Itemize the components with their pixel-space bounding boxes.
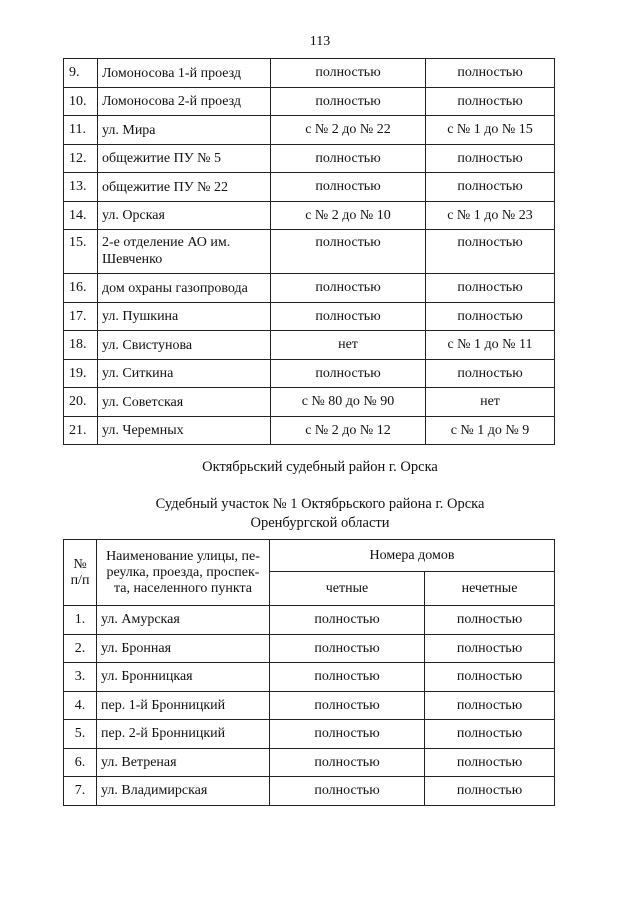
row-number: 17. [64,303,98,331]
odd-houses: полностью [425,692,555,720]
table-row [64,116,555,145]
even-houses: полностью [270,606,425,635]
table-row [64,388,555,417]
even-houses: полностью [271,303,426,331]
table-row [64,606,555,635]
row-number: 20. [64,388,98,417]
section-title-line2: Оренбургской области [250,515,390,531]
even-houses: полностью [271,360,426,388]
even-houses: с № 2 до № 10 [271,202,426,230]
header-odd: нечетные [425,572,555,606]
street-name: ул. Черемных [98,417,271,445]
row-number: 16. [64,274,98,303]
header-even: четные [270,572,425,606]
table-row [64,635,555,663]
row-number: 12. [64,145,98,173]
table-row [64,303,555,331]
odd-houses: с № 1 до № 23 [426,202,555,230]
street-name: общежитие ПУ № 5 [98,145,271,173]
row-number: 7. [64,777,97,806]
table-row [64,230,555,274]
street-name: ул. Бронницкая [97,663,270,692]
street-name: ул. Свистунова [98,331,271,360]
even-houses: нет [271,331,426,360]
header-number-line2: п/п [70,572,90,588]
header-number-line1: № [73,556,87,572]
row-number: 5. [64,720,97,749]
header-number [64,540,97,606]
street-name: ул. Бронная [97,635,270,663]
street-name: дом охраны газопровода [98,274,271,303]
even-houses: с № 2 до № 12 [271,417,426,445]
odd-houses: полностью [425,606,555,635]
odd-houses: полностью [426,173,555,202]
even-houses: полностью [271,230,426,274]
even-houses: с № 80 до № 90 [271,388,426,417]
even-houses: с № 2 до № 22 [271,116,426,145]
even-houses: полностью [270,635,425,663]
odd-houses: полностью [425,663,555,692]
street-name: Ломоносова 2-й проезд [98,88,271,116]
odd-houses: полностью [425,749,555,777]
odd-houses: полностью [425,777,555,806]
street-name: общежитие ПУ № 22 [98,173,271,202]
street-name: ул. Орская [98,202,271,230]
odd-houses: полностью [426,360,555,388]
street-name: ул. Ветреная [97,749,270,777]
street-name: ул. Амурская [97,606,270,635]
street-name: пер. 1-й Бронницкий [97,692,270,720]
even-houses: полностью [270,720,425,749]
table-row [64,360,555,388]
header-street-name-line3: та, населенного пункта [114,580,252,596]
street-name: ул. Пушкина [98,303,271,331]
row-number: 3. [64,663,97,692]
odd-houses: с № 1 до № 15 [426,116,555,145]
row-number: 19. [64,360,98,388]
table-row [64,663,555,692]
street-name: ул. Владимирская [97,777,270,806]
header-street-name-line2: реулка, проезда, проспек- [106,564,260,580]
even-houses: полностью [271,88,426,116]
header-house-numbers: Номера домов [270,540,555,572]
table-row [64,692,555,720]
even-houses: полностью [270,663,425,692]
even-houses: полностью [271,274,426,303]
row-number: 21. [64,417,98,445]
table-header-row [64,540,555,572]
row-number: 4. [64,692,97,720]
odd-houses: полностью [426,303,555,331]
odd-houses: полностью [426,230,555,274]
table-row [64,274,555,303]
section-title-line1: Судебный участок № 1 Октябрьского района г. Орска [155,496,485,512]
table-row [64,417,555,445]
row-number: 11. [64,116,98,145]
table-row [64,749,555,777]
streets-table-continued [63,58,555,445]
even-houses: полностью [270,777,425,806]
table-row [64,88,555,116]
even-houses: полностью [270,692,425,720]
odd-houses: с № 1 до № 11 [426,331,555,360]
odd-houses: нет [426,388,555,417]
row-number: 6. [64,749,97,777]
page-number: 113 [309,34,331,49]
row-number: 2. [64,635,97,663]
table-row [64,145,555,173]
even-houses: полностью [271,173,426,202]
odd-houses: полностью [426,274,555,303]
row-number: 14. [64,202,98,230]
street-name: пер. 2-й Бронницкий [97,720,270,749]
header-street-name [97,540,270,606]
odd-houses: полностью [426,59,555,88]
streets-table [63,539,555,806]
header-street-name-line1: Наименование улицы, пе- [106,548,260,564]
district-title: Октябрьский судебный район г. Орска [202,459,438,475]
even-houses: полностью [271,145,426,173]
odd-houses: полностью [425,720,555,749]
row-number: 9. [64,59,98,88]
row-number: 13. [64,173,98,202]
even-houses: полностью [270,749,425,777]
street-name: Ломоносова 1-й проезд [98,59,271,88]
row-number: 1. [64,606,97,635]
odd-houses: полностью [425,635,555,663]
table-row [64,59,555,88]
table-row [64,331,555,360]
table-row [64,173,555,202]
street-name: 2-е отделение АО им. Шевченко [98,230,271,274]
street-name: ул. Советская [98,388,271,417]
even-houses: полностью [271,59,426,88]
street-name: ул. Мира [98,116,271,145]
row-number: 18. [64,331,98,360]
table-row [64,202,555,230]
odd-houses: с № 1 до № 9 [426,417,555,445]
table-row [64,777,555,806]
odd-houses: полностью [426,145,555,173]
table-row [64,720,555,749]
row-number: 15. [64,230,98,274]
odd-houses: полностью [426,88,555,116]
street-name: ул. Ситкина [98,360,271,388]
row-number: 10. [64,88,98,116]
